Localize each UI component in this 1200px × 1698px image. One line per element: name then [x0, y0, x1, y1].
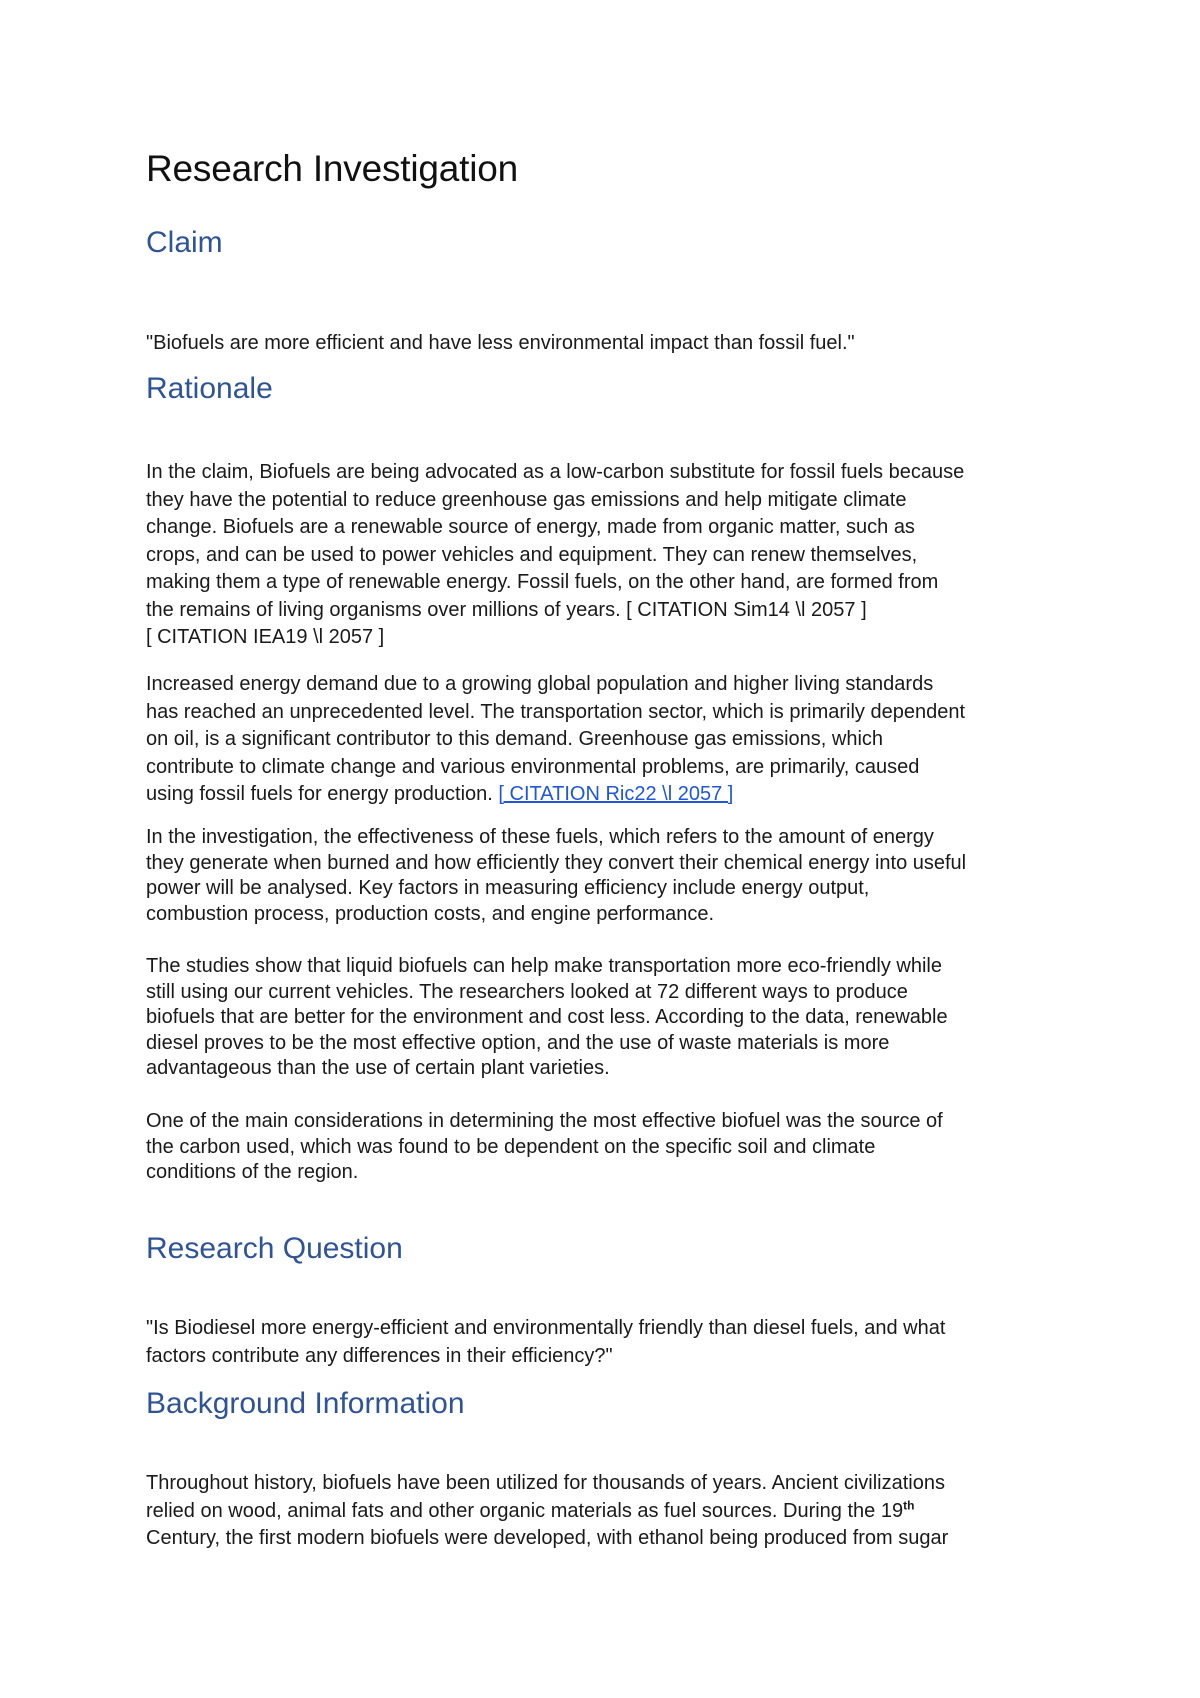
text-line: crops, and can be used to power vehicles and equipment. They can renew themselves,: [146, 543, 918, 566]
text-line: still using our current vehicles. The researchers looked at 72 different ways to produce: [146, 980, 908, 1003]
heading-research-question: Research Question: [146, 1232, 403, 1265]
text-line: biofuels that are better for the environment and cost less. According to the data, renewable: [146, 1006, 948, 1028]
text-line: power will be analysed. Key factors in measuring efficiency include energy output,: [146, 877, 870, 899]
document-title: Research Investigation: [146, 148, 518, 189]
text-line-with-superscript: [146, 1498, 1066, 1526]
text-line: Increased energy demand due to a growing global population and higher living standards: [146, 673, 934, 695]
text-line: diesel proves to be the most effective option, and the use of waste materials is more: [146, 1031, 890, 1054]
text-line: change. Biofuels are a renewable source of energy, made from organic matter, such as: [146, 516, 915, 538]
text-line: combustion process, production costs, and engine performance.: [146, 902, 715, 925]
text-line: The studies show that liquid biofuels can help make transportation more eco-friendly while: [146, 955, 942, 977]
text-line: Century, the first modern biofuels were developed, with ethanol being produced from sugar: [146, 1527, 949, 1549]
text-line: the carbon used, which was found to be dependent on the specific soil and climate: [146, 1135, 876, 1158]
rationale-paragraph-3: [146, 825, 1066, 927]
text-line-with-citation: [146, 781, 1066, 809]
text-line: conditions of the region.: [146, 1161, 359, 1183]
text-line: "Is Biodiesel more energy-efficient and environmentally friendly than diesel fuels, and what: [146, 1317, 946, 1339]
text-fragment: relied on wood, animal fats and other organic materials as fuel sources. During the 19: [146, 1499, 904, 1522]
research-question-text: [146, 1315, 1066, 1370]
text-line: In the investigation, the effectiveness of these fuels, which refers to the amount of energy: [146, 826, 934, 848]
citation-link[interactable]: [ CITATION Ric22 \l 2057 ]: [498, 783, 734, 805]
heading-claim: Claim: [146, 226, 223, 259]
heading-rationale: Rationale: [146, 372, 273, 405]
text-line: [ CITATION IEA19 \l 2057 ]: [146, 626, 385, 648]
rationale-paragraph-1: [146, 459, 1066, 652]
text-line: factors contribute any differences in their efficiency?": [146, 1344, 613, 1367]
text-line: In the claim, Biofuels are being advocated as a low-carbon substitute for fossil fuels because: [146, 461, 965, 483]
rationale-paragraph-5: [146, 1109, 1066, 1186]
text-line: advantageous than the use of certain plant varieties.: [146, 1057, 610, 1079]
ordinal-superscript: th: [903, 1497, 915, 1512]
rationale-paragraph-2: [146, 671, 1066, 809]
text-line: the remains of living organisms over millions of years. [ CITATION Sim14 \l 2057 ]: [146, 598, 867, 621]
rationale-paragraph-4: [146, 954, 1066, 1082]
text-line: Throughout history, biofuels have been utilized for thousands of years. Ancient civilizations: [146, 1472, 945, 1494]
text-line: they generate when burned and how efficiently they convert their chemical energy into useful: [146, 851, 967, 874]
text-line: has reached an unprecedented level. The transportation sector, which is primarily dependent: [146, 700, 966, 723]
claim-text: [146, 330, 1066, 358]
text-line: One of the main considerations in determining the most effective biofuel was the source of: [146, 1110, 943, 1132]
heading-background-information: Background Information: [146, 1387, 465, 1420]
claim-line: "Biofuels are more efficient and have less environmental impact than fossil fuel.": [146, 332, 855, 354]
text-line: making them a type of renewable energy. Fossil fuels, on the other hand, are formed from: [146, 571, 939, 593]
text-fragment: using fossil fuels for energy production.: [146, 783, 499, 805]
text-line: they have the potential to reduce greenhouse gas emissions and help mitigate climate: [146, 488, 907, 511]
text-line: on oil, is a significant contributor to this demand. Greenhouse gas emissions, which: [146, 728, 884, 750]
text-line: contribute to climate change and various environmental problems, are primarily, caused: [146, 755, 920, 778]
background-paragraph-1: [146, 1470, 1066, 1553]
